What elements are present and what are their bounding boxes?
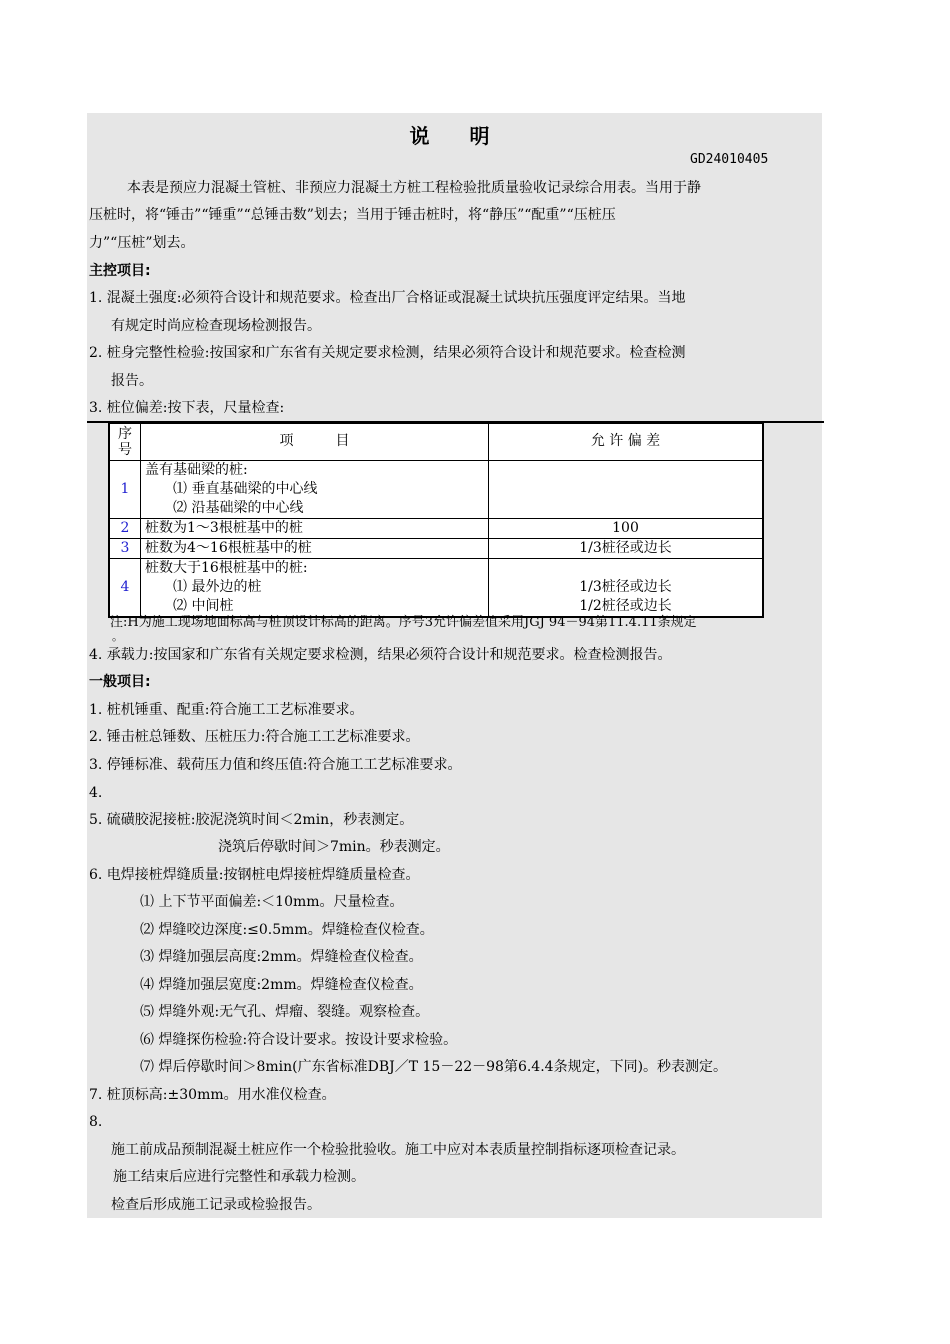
main-item-2: 2. 桩身完整性检验:按国家和广东省有关规定要求检测，结果必须符合设计和规范要求。检查检测 [89,345,686,361]
page-title: 说 明 [409,124,500,148]
general-item: 5. 硫磺胶泥接桩:胶泥浇筑时间＜2min，秒表测定。 [89,812,414,828]
general-subitem: ⑸ 焊缝外观:无气孔、焊瘤、裂缝。观察检查。 [140,1004,430,1020]
main-item-1: 1. 混凝土强度:必须符合设计和规范要求。检查出厂合格证或混凝土试块抗压强度评定结果。当地 [89,290,686,306]
row-item [141,460,489,518]
main-heading: 主控项目: [89,263,151,279]
row-no: 1 [109,460,141,518]
closing-line: 施工前成品预制混凝土桩应作一个检验批验收。施工中应对本表质量控制指标逐项检查记录。 [111,1142,685,1158]
row-item-line: ⑴ 最外边的桩 [173,578,262,595]
row-tolerance [489,558,764,617]
general-subitem: ⑺ 焊后停歇时间＞8min(广东省标准DBJ／T 15－22－98第6.4.4条规定，下同)。秒表测定。 [140,1059,728,1075]
general-heading: 一般项目: [89,674,151,690]
row-item: 桩数为4～16根桩基中的桩 [141,538,489,558]
general-subitem: ⑷ 焊缝加强层宽度:2mm。焊缝检查仪检查。 [140,977,423,993]
header-no: 序号 [109,423,141,460]
main-item-2-cont: 报告。 [111,373,153,389]
closing-line: 检查后形成施工记录或检验报告。 [111,1197,321,1213]
row-tolerance [489,460,764,518]
row-no: 3 [109,538,141,558]
general-item: 浇筑后停歇时间＞7min。秒表测定。 [218,839,450,855]
table-row [109,558,763,617]
row-item-line: ⑵ 沿基础梁的中心线 [173,499,304,516]
row-item-line: ⑵ 中间桩 [173,597,234,614]
row-no: 4 [109,558,141,617]
general-subitem: ⑶ 焊缝加强层高度:2mm。焊缝检查仪检查。 [140,949,423,965]
row-no: 2 [109,518,141,538]
row-item-line: 盖有基础梁的桩: [145,461,248,478]
main-item-3: 3. 桩位偏差:按下表，尺量检查: [89,400,285,416]
closing-line: 施工结束后应进行完整性和承载力检测。 [113,1169,365,1185]
document-sheet [87,113,822,1218]
table-row [109,538,763,558]
form-code: GD24010405 [690,152,769,167]
row-tolerance: 1/3桩径或边长 [489,538,764,558]
row-tolerance-line: 1/2桩径或边长 [579,597,672,614]
intro-line-3: 力”“压桩”划去。 [89,235,195,251]
row-item: 桩数为1～3根桩基中的桩 [141,518,489,538]
header-item: 项 目 [141,423,489,460]
table-note-tail: 。 [112,630,123,643]
general-item: 8. [89,1114,103,1130]
table-row [109,518,763,538]
intro-line-2: 压桩时，将“锤击”“锤重”“总锤击数”划去；当用于锤击桩时，将“静压”“配重”“压桩压 [89,207,616,223]
general-item: 4. [89,785,103,801]
table-row [109,460,763,518]
general-item: 3. 停锤标准、载荷压力值和终压值:符合施工工艺标准要求。 [89,757,462,773]
row-item-line: ⑴ 垂直基础梁的中心线 [173,480,318,497]
general-subitem: ⑵ 焊缝咬边深度:≤0.5mm。焊缝检查仪检查。 [140,922,434,938]
row-tolerance-line: 1/3桩径或边长 [579,578,672,595]
general-subitem: ⑴ 上下节平面偏差:＜10mm。尺量检查。 [140,894,404,910]
main-item-1-cont: 有规定时尚应检查现场检测报告。 [111,318,321,334]
general-item: 1. 桩机锤重、配重:符合施工工艺标准要求。 [89,702,364,718]
general-item: 7. 桩顶标高:±30mm。用水准仪检查。 [89,1087,336,1103]
table-header-row [109,423,763,460]
row-tolerance: 100 [489,518,764,538]
table-note: 注:H为施工现场地面标高与桩顶设计标高的距离。序号3允许偏差值采用JGJ 94－94第11.4.11条规定 [110,615,697,630]
general-item: 6. 电焊接桩焊缝质量:按钢桩电焊接桩焊缝质量检查。 [89,867,420,883]
intro-line-1: 本表是预应力混凝土管桩、非预应力混凝土方桩工程检验批质量验收记录综合用表。当用于静 [127,180,701,196]
general-item: 2. 锤击桩总锤数、压桩压力:符合施工工艺标准要求。 [89,729,420,745]
header-tolerance: 允 许 偏 差 [489,423,764,460]
general-subitem: ⑹ 焊缝探伤检验:符合设计要求。按设计要求检验。 [140,1032,458,1048]
deviation-table [108,422,764,618]
row-item [141,558,489,617]
main-item-4: 4. 承载力:按国家和广东省有关规定要求检测，结果必须符合设计和规范要求。检查检测报告。 [89,647,672,663]
row-item-line: 桩数大于16根桩基中的桩: [145,559,308,576]
